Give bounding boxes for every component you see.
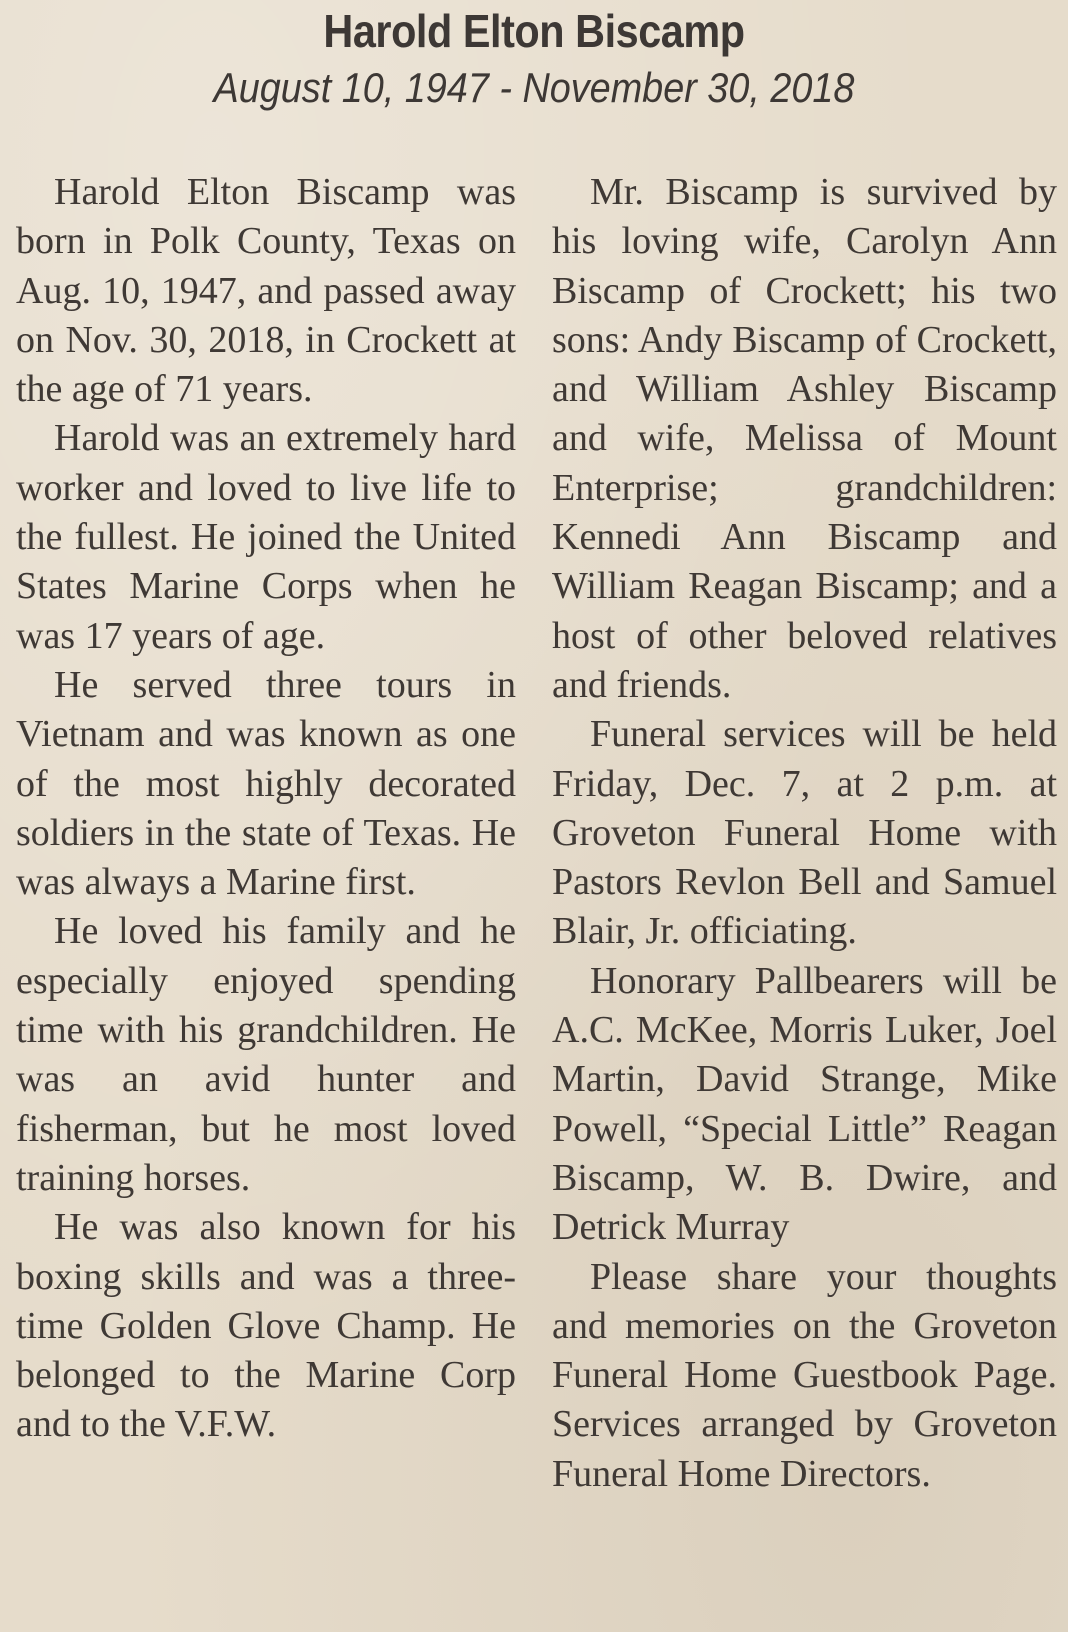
paragraph-service: He served three tours in Vietnam and was known as one of the most highly decorated soldiers in the state of Texas. He was always a Marine first. xyxy=(16,663,516,904)
right-column xyxy=(552,168,1057,1499)
paragraph-boxing: He was also known for his boxing skills and was a three-time Golden Glove Champ. He belonged to the Marine Corp and to the V.F.W. xyxy=(16,1206,516,1446)
paragraph-character: Harold was an extremely hard worker and loved to live life to the fullest. He joined the United States Marine Corps when he was 17 years of age. xyxy=(16,417,516,657)
paragraph-guestbook: Please share your thoughts and memories on the Groveton Funeral Home Guestbook Page. Services arranged by Groveton Funeral Home Directors. xyxy=(552,1255,1057,1495)
left-column xyxy=(16,168,516,1450)
obituary-dates: August 10, 1947 - November 30, 2018 xyxy=(213,64,855,111)
paragraph-pallbearers: Honorary Pallbearers will be A.C. McKee, Morris Luker, Joel Martin, David Strange, Mike Powell, “Special Little” Reagan Biscamp, W. B. Dwire, and Detrick Murray xyxy=(552,959,1057,1249)
paragraph-survivors: Mr. Biscamp is survived by his loving wife, Carolyn Ann Biscamp of Crockett; his two sons: Andy Biscamp of Crockett, and William Ashley Biscamp and wife, Melissa of Mount Enterprise; grandchildren: Kennedi Ann Biscamp and William Reagan Biscamp; and a host of other beloved relatives and friends. xyxy=(552,171,1057,706)
paragraph-funeral-services: Funeral services will be held Friday, Dec. 7, at 2 p.m. at Groveton Funeral Home with Pastors Revlon Bell and Samuel Blair, Jr. officiating. xyxy=(552,713,1057,953)
obituary-headline: Harold Elton Biscamp xyxy=(323,5,745,57)
paragraph-family-hobbies: He loved his family and he especially enjoyed spending time with his grandchildren. He was an avid hunter and fisherman, but he most loved training horses. xyxy=(16,910,516,1199)
paragraph-birth: Harold Elton Biscamp was born in Polk County, Texas on Aug. 10, 1947, and passed away on Nov. 30, 2018, in Crockett at the age of 71 years. xyxy=(16,171,516,411)
